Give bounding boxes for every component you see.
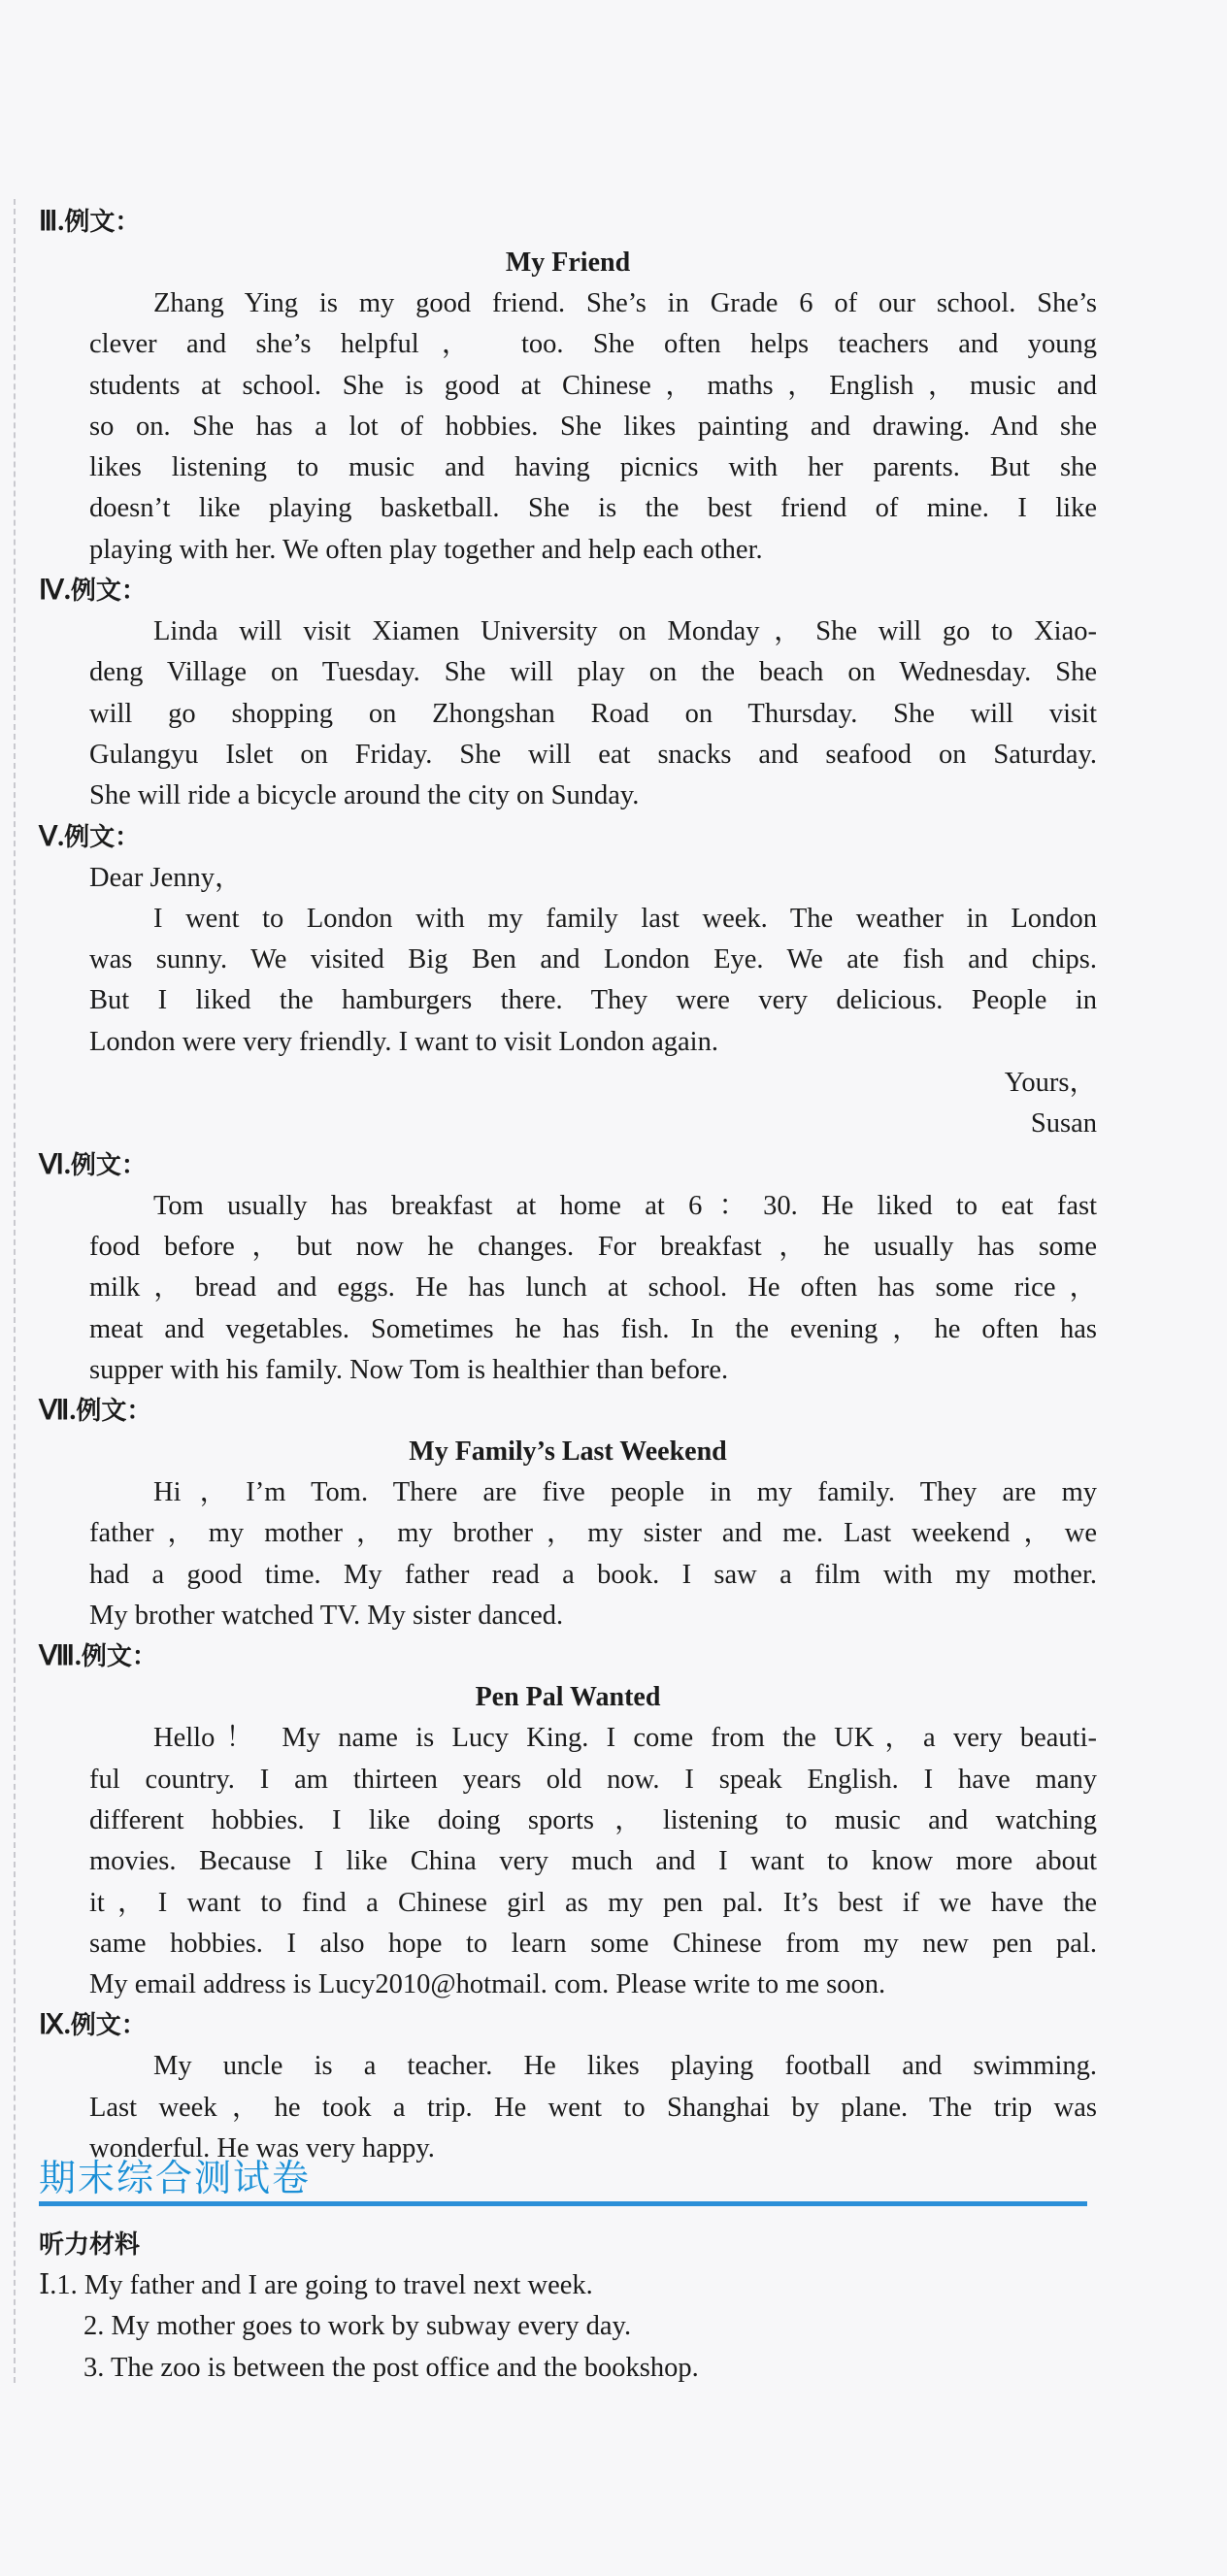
essay-line: Linda will visit Xiamen University on Monday，She will go to Xiao- [153,616,1097,647]
letter-signature: Susan [1030,1108,1097,1139]
section-label-text: 例文： [70,1150,147,1180]
essay-line: My brother watched TV. My sister danced. [89,1601,564,1632]
section-number: Ⅳ. [39,576,71,607]
essay-line: Hello！ My name is Lucy King. I come from the UK，a very beauti- [153,1723,1097,1754]
section-number: Ⅵ. [39,1149,71,1180]
essay-line: I went to London with my family last week. The weather in London [153,903,1097,934]
section-label [39,1636,1107,1677]
essay-line: movies. Because I like China very much and I want to know more about [89,1846,1097,1877]
essay-line: supper with his family. Now Tom is healthier than before. [89,1354,729,1385]
essay-title: My Family’s Last Weekend [409,1437,727,1468]
essay-line: meat and vegetables. Sometimes he has fish. In the evening，he often has [89,1313,1097,1344]
section-label-text: 例文： [70,2011,147,2041]
essay-line: playing with her. We often play together and help each other. [89,534,763,565]
essay-line: it，I want to find a Chinese girl as my pen pal. It’s best if we have the [89,1887,1097,1918]
listening-item-1: Ⅰ.1. My father and I are going to travel next week. [39,2270,593,2300]
essay-line: My email address is Lucy2010@hotmail. com. Please write to me soon. [89,1969,886,2000]
section-vii [39,1391,1107,1636]
listening-item-2: 2. My mother goes to work by subway every day. [83,2311,632,2342]
banner-rule [39,2201,1087,2206]
section-banner [39,2153,1087,2207]
section-label [39,571,1107,611]
section-label-text: 例文： [64,208,141,237]
essay-line: students at school. She is good at Chinese，maths，English，music and [89,370,1097,401]
essay-line: had a good time. My father read a book. I saw a film with my mother. [89,1559,1097,1590]
section-label [39,202,1107,243]
section-v [39,817,1107,1145]
essay-line: But I liked the hamburgers there. They were very delicious. People in [89,985,1097,1016]
section-iii [39,202,1107,571]
letter-closing: Yours， [1004,1068,1097,1099]
listening-materials [39,2225,1107,2389]
essay-line: London were very friendly. I want to visit London again. [89,1026,718,1057]
essay-title: My Friend [505,248,631,278]
essay-line: My uncle is a teacher. He likes playing football and swimming. [153,2051,1097,2082]
essay-line: She will ride a bicycle around the city on Sunday. [89,780,640,811]
listening-label: Ⅰ. [39,2270,57,2300]
section-number: Ⅴ. [39,821,65,852]
essay-line: Gulangyu Islet on Friday. She will eat snacks and seafood on Saturday. [89,739,1097,770]
essay-line: so on. She has a lot of hobbies. She likes painting and drawing. And she [89,411,1097,442]
listening-item-3: 3. The zoo is between the post office and the bookshop. [83,2352,699,2383]
essay-line: ful country. I am thirteen years old now. I speak English. I have many [89,1764,1097,1795]
essay-line: deng Village on Tuesday. She will play on the beach on Wednesday. She [89,657,1097,688]
section-label-text: 例文： [81,1642,157,1672]
section-label-text: 例文： [76,1397,152,1427]
essay-line: clever and she’s helpful， too. She often helps teachers and young [89,329,1097,360]
essay-line: different hobbies. I like doing sports，listening to music and watching [89,1804,1097,1835]
essay-line: father，my mother，my brother，my sister and me. Last weekend，we [89,1518,1097,1549]
section-label-text: 例文： [70,577,147,607]
section-number: Ⅸ. [39,2010,71,2041]
essay-line: was sunny. We visited Big Ben and London Eye. We ate fish and chips. [89,944,1097,975]
section-number: Ⅲ. [39,207,65,237]
banner-title: 期末综合测试卷 [39,2157,312,2199]
essay-title: Pen Pal Wanted [475,1682,661,1713]
section-vi [39,1145,1107,1391]
essay-line: Zhang Ying is my good friend. She’s in Grade 6 of our school. She’s [153,288,1097,318]
essay-line: doesn’t like playing basketball. She is the best friend of mine. I like [89,493,1097,524]
section-number: Ⅷ. [39,1641,82,1672]
essay-line: milk，bread and eggs. He has lunch at school. He often has some rice， [89,1272,1097,1304]
section-label [39,2005,1107,2046]
essay-line: Tom usually has breakfast at home at 6：30. He liked to eat fast [153,1190,1097,1221]
section-label [39,1145,1107,1186]
essay-line: food before，but now he changes. For breakfast，he usually has some [89,1231,1097,1262]
section-iv [39,571,1107,816]
section-label-text: 例文： [64,822,141,852]
letter-greeting: Dear Jenny， [89,862,243,893]
essay-line: likes listening to music and having picnics with her parents. But she [89,452,1097,483]
section-ix [39,2005,1107,2169]
listening-title: 听力材料 [39,2230,141,2260]
essay-line: same hobbies. I also hope to learn some Chinese from my new pen pal. [89,1928,1097,1959]
binding-margin-line [14,199,16,2383]
essay-line: will go shopping on Zhongshan Road on Thursday. She will visit [89,698,1097,729]
essay-line: Hi，I’m Tom. There are five people in my family. They are my [153,1477,1097,1508]
essay-content [39,202,1107,2169]
essay-line: wonderful. He was very happy. [89,2132,435,2163]
essay-line: Last week，he took a trip. He went to Shanghai by plane. The trip was [89,2092,1097,2123]
section-label [39,1391,1107,1432]
section-viii [39,1636,1107,2005]
section-number: Ⅶ. [39,1396,77,1427]
section-label [39,817,1107,858]
